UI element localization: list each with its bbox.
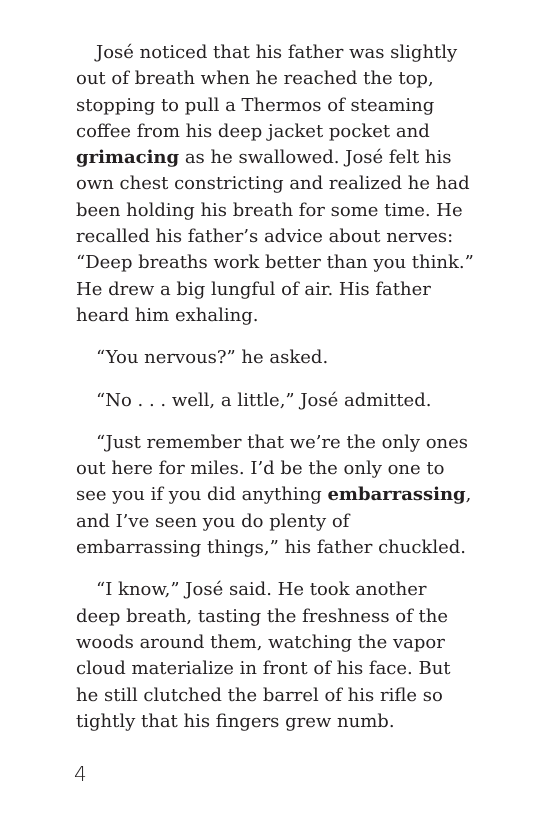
paragraph-3-text: “No . . . well, a little,” José admitted. <box>96 389 432 411</box>
paragraph-1-text-b: as he swallowed. José felt his own chest constricting and realized he had been holding his breath for some time. He recalled his father’s advice about nerves: “Deep breaths work better than you think.” He drew a big lungful of air. His father heard him exhaling. <box>76 147 474 326</box>
paragraph-1 <box>76 40 476 329</box>
paragraph-2-text: “You nervous?” he asked. <box>96 347 329 369</box>
paragraph-4-text-a: “Just remember that we’re the only ones out here for miles. I’d be the only one to see you if you did anything <box>76 431 469 506</box>
vocab-word-grimacing: grimacing <box>76 147 180 169</box>
story-text <box>76 40 476 751</box>
vocab-word-embarrassing: embarrassing <box>327 484 466 506</box>
paragraph-4-text-b: , and I’ve seen you do plenty of embarrassing things,” his father chuckled. <box>76 484 472 559</box>
paragraph-5 <box>76 577 476 735</box>
paragraph-2 <box>76 345 476 371</box>
page-number: 4 <box>74 762 87 786</box>
paragraph-3 <box>76 388 476 414</box>
paragraph-1-text-a: José noticed that his father was slightly out of breath when he reached the top, stopping to pull a Thermos of steaming coffee from his deep jacket pocket and <box>76 42 458 142</box>
paragraph-4 <box>76 430 476 561</box>
paragraph-5-text: “I know,” José said. He took another deep breath, tasting the freshness of the woods around them, watching the vapor cloud materialize in front of his face. But he still clutched the barrel of his rifle so tightly that his fingers grew numb. <box>76 579 451 732</box>
